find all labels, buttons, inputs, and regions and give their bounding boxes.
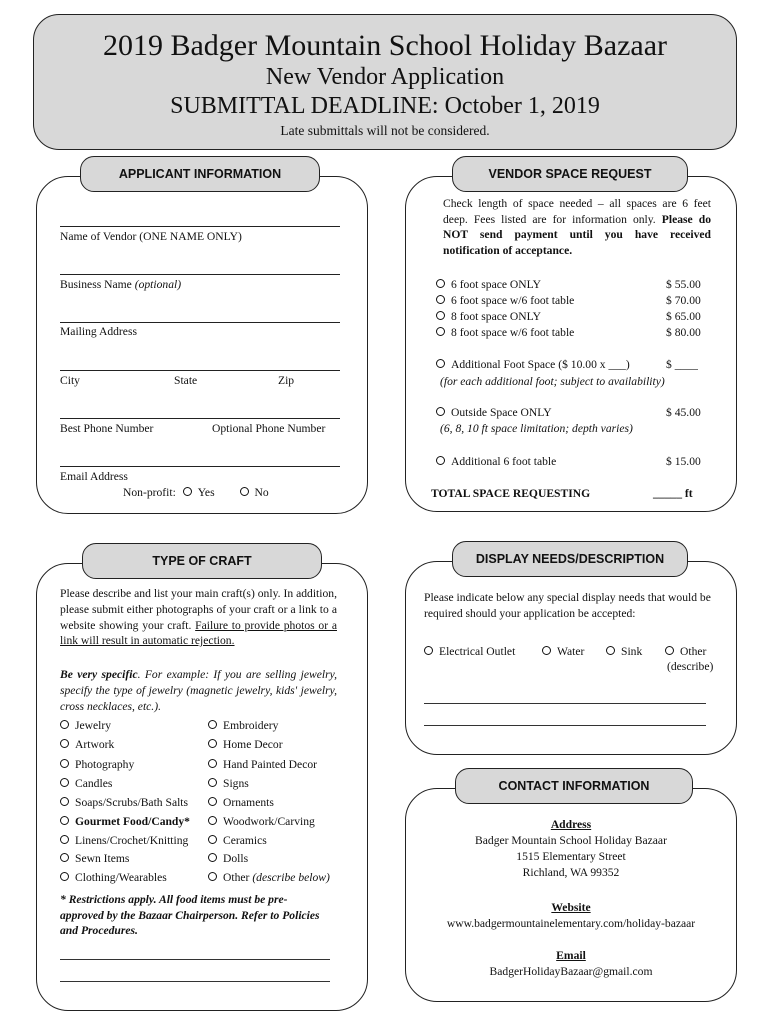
radio-circle-icon[interactable] [436, 311, 445, 320]
total-space-value[interactable]: _____ ft [653, 487, 693, 500]
craft-describe-line[interactable] [60, 959, 330, 960]
craft-option-label: Sewn Items [75, 852, 130, 865]
space-option-row[interactable] [436, 277, 541, 293]
craft-intro [60, 586, 337, 649]
craft-option[interactable] [60, 737, 114, 753]
display-option-label: Water [557, 645, 585, 658]
craft-option-label: Jewelry [75, 719, 112, 732]
radio-circle-icon[interactable] [436, 407, 445, 416]
radio-circle-icon[interactable] [208, 720, 217, 729]
space-option-label: 8 foot space ONLY [451, 310, 541, 323]
radio-circle-icon[interactable] [436, 295, 445, 304]
late-note: Late submittals will not be considered. [280, 123, 490, 138]
radio-circle-icon[interactable] [542, 646, 551, 655]
craft-option-label: Ceramics [223, 834, 267, 847]
radio-circle-icon[interactable] [208, 778, 217, 787]
additional-foot-note: (for each additional foot; subject to availability) [440, 375, 665, 388]
display-option[interactable] [424, 644, 515, 660]
nonprofit-yes-label: Yes [197, 486, 215, 499]
radio-circle-icon[interactable] [208, 853, 217, 862]
craft-option[interactable] [60, 776, 112, 792]
display-option[interactable] [665, 644, 706, 660]
craft-option-label: Embroidery [223, 719, 279, 732]
craft-option-label: Gourmet Food/Candy* [75, 815, 190, 828]
craft-rejection-warning: Failure to provide photos or a link will result in automatic rejection. [60, 618, 337, 648]
outside-space-price: $ 45.00 [666, 406, 701, 419]
city-state-zip-line[interactable] [60, 370, 340, 371]
radio-circle-icon[interactable] [436, 456, 445, 465]
craft-option-label: Woodwork/Carving [223, 815, 315, 828]
total-space-label: TOTAL SPACE REQUESTING [431, 487, 591, 500]
display-option[interactable] [542, 644, 584, 660]
page-title: 2019 Badger Mountain School Holiday Bazaar [102, 29, 668, 62]
craft-describe-line[interactable] [60, 981, 330, 982]
radio-circle-icon[interactable] [208, 739, 217, 748]
craft-option-label: Ornaments [223, 796, 274, 809]
nonprofit-row [123, 485, 269, 501]
craft-option[interactable] [60, 757, 134, 773]
website-link[interactable]: www.badgermountainelementary.com/holiday-bazaar [446, 917, 696, 930]
display-describe-line[interactable] [424, 725, 706, 726]
address-line: Badger Mountain School Holiday Bazaar [475, 834, 667, 847]
page-subtitle: New Vendor Application [265, 64, 505, 90]
craft-option[interactable] [60, 851, 129, 867]
display-option-label: Other [680, 645, 707, 658]
radio-circle-icon[interactable] [183, 487, 192, 496]
craft-option-label: Other [223, 871, 250, 884]
craft-option[interactable] [60, 718, 111, 734]
state-label: State [174, 374, 198, 387]
mailing-address-line[interactable] [60, 322, 340, 323]
radio-circle-icon[interactable] [208, 816, 217, 825]
radio-circle-icon[interactable] [424, 646, 433, 655]
outside-space-note: (6, 8, 10 ft space limitation; depth varies) [440, 422, 633, 435]
space-option-label: 8 foot space w/6 foot table [451, 326, 575, 339]
craft-other-note: (describe below) [252, 871, 330, 884]
craft-option[interactable] [208, 870, 330, 886]
submittal-deadline: SUBMITTAL DEADLINE: October 1, 2019 [170, 93, 600, 119]
display-intro: Please indicate below any special display needs that would be required should your application be accepted: [424, 591, 711, 620]
craft-option-label: Hand Painted Decor [223, 758, 318, 771]
business-name-label [60, 277, 181, 293]
craft-option[interactable] [208, 851, 248, 867]
radio-circle-icon[interactable] [60, 797, 69, 806]
craft-option-label: Soaps/Scrubs/Bath Salts [75, 796, 189, 809]
zip-label: Zip [278, 374, 295, 387]
email-label: Email Address [60, 470, 128, 483]
address-heading: Address [550, 818, 592, 831]
radio-circle-icon[interactable] [436, 279, 445, 288]
nonprofit-yes[interactable] [183, 486, 215, 499]
radio-circle-icon[interactable] [208, 759, 217, 768]
space-option-label: 6 foot space ONLY [451, 278, 541, 291]
display-option-label: Electrical Outlet [439, 645, 516, 658]
craft-option-label: Home Decor [223, 738, 283, 751]
space-option-row[interactable] [436, 325, 574, 341]
craft-option-label: Clothing/Wearables [75, 871, 167, 884]
space-option-row[interactable] [436, 293, 574, 309]
radio-circle-icon[interactable] [208, 797, 217, 806]
radio-circle-icon[interactable] [436, 327, 445, 336]
craft-option[interactable] [208, 776, 249, 792]
craft-option[interactable] [208, 718, 278, 734]
additional-foot-row[interactable] [436, 357, 630, 373]
outside-space-row[interactable] [436, 405, 552, 421]
craft-option[interactable] [60, 795, 188, 811]
business-name-text: Business Name [60, 278, 132, 291]
space-option-price: $ 70.00 [666, 294, 701, 307]
radio-circle-icon[interactable] [60, 778, 69, 787]
address-line: 1515 Elementary Street [516, 850, 626, 863]
vendor-name-line[interactable] [60, 226, 340, 227]
craft-option-label: Linens/Crochet/Knitting [75, 834, 189, 847]
radio-circle-icon[interactable] [208, 835, 217, 844]
additional-foot-label: Additional Foot Space ($ 10.00 x ___) [451, 358, 630, 371]
email-link[interactable]: BadgerHolidayBazaar@gmail.com [489, 965, 653, 978]
additional-table-price: $ 15.00 [666, 455, 701, 468]
nonprofit-no-label: No [254, 486, 269, 499]
display-option[interactable] [606, 644, 642, 660]
display-other-note: (describe) [667, 660, 714, 673]
radio-circle-icon[interactable] [60, 720, 69, 729]
address-line: Richland, WA 99352 [522, 866, 620, 879]
vendor-space-heading: VENDOR SPACE REQUEST [452, 156, 688, 192]
mailing-address-label: Mailing Address [60, 325, 137, 338]
radio-circle-icon[interactable] [60, 872, 69, 881]
space-option-price: $ 80.00 [666, 326, 701, 339]
outside-space-label: Outside Space ONLY [451, 406, 552, 419]
craft-option[interactable] [60, 814, 190, 830]
email-line[interactable] [60, 466, 340, 467]
radio-circle-icon[interactable] [436, 359, 445, 368]
business-name-optional: (optional) [134, 278, 182, 291]
radio-circle-icon[interactable] [60, 759, 69, 768]
additional-table-label: Additional 6 foot table [451, 455, 557, 468]
craft-option-label: Signs [223, 777, 249, 790]
space-option-price: $ 55.00 [666, 278, 701, 291]
radio-circle-icon[interactable] [665, 646, 674, 655]
craft-option[interactable] [208, 757, 317, 773]
craft-option-label: Dolls [223, 852, 249, 865]
header-banner [33, 14, 737, 150]
radio-circle-icon[interactable] [606, 646, 615, 655]
vendor-space-intro-bold: Please do NOT send payment until you have received notification of acceptance. [443, 212, 712, 257]
vendor-space-intro [443, 196, 711, 258]
city-label: City [60, 374, 80, 387]
craft-specific [60, 667, 337, 714]
craft-option-label: Photography [75, 758, 135, 771]
craft-intro-text: Please describe and list your main craft(s) only. In addition, please submit either photographs of your craft or a link to a website showing your craft. [60, 587, 337, 632]
display-heading: DISPLAY NEEDS/DESCRIPTION [452, 541, 688, 577]
space-option-price: $ 65.00 [666, 310, 701, 323]
contact-body [405, 817, 737, 980]
radio-circle-icon[interactable] [60, 835, 69, 844]
craft-option[interactable] [208, 814, 315, 830]
nonprofit-label: Non-profit: [123, 486, 176, 499]
applicant-heading: APPLICANT INFORMATION [80, 156, 320, 192]
craft-restrictions: * Restrictions apply. All food items must be pre-approved by the Bazaar Chairperson. Refer to Policies and Procedures. [60, 893, 320, 937]
radio-circle-icon[interactable] [60, 739, 69, 748]
vendor-name-label: Name of Vendor (ONE NAME ONLY) [60, 230, 242, 243]
phone-label: Best Phone Number [60, 422, 154, 435]
craft-option[interactable] [208, 795, 274, 811]
radio-circle-icon[interactable] [60, 853, 69, 862]
craft-option[interactable] [60, 870, 167, 886]
craft-option-label: Candles [75, 777, 113, 790]
additional-foot-price: $ ____ [666, 358, 698, 371]
business-name-line[interactable] [60, 274, 340, 275]
craft-option[interactable] [208, 737, 283, 753]
craft-specific-example: . For example: If you are selling jewelry, specify the type of jewelry (magnetic jewelry, kids' jewelry, cross necklaces, etc.). [60, 668, 337, 713]
craft-option[interactable] [60, 833, 188, 849]
craft-specific-bold: Be very specific [60, 668, 138, 681]
craft-option-label: Artwork [75, 738, 115, 751]
email-heading: Email [556, 949, 586, 962]
phone-line[interactable] [60, 418, 340, 419]
radio-circle-icon[interactable] [240, 487, 249, 496]
craft-option[interactable] [208, 833, 267, 849]
radio-circle-icon[interactable] [60, 816, 69, 825]
display-option-label: Sink [621, 645, 643, 658]
website-heading: Website [551, 901, 591, 914]
nonprofit-no[interactable] [240, 486, 269, 499]
vendor-space-intro-text: Check length of space needed – all spaces are 6 feet deep. Fees listed are for information only. [443, 197, 711, 226]
display-describe-line[interactable] [424, 703, 706, 704]
additional-table-row[interactable] [436, 454, 556, 470]
space-option-label: 6 foot space w/6 foot table [451, 294, 575, 307]
radio-circle-icon[interactable] [208, 872, 217, 881]
craft-heading: TYPE OF CRAFT [82, 543, 322, 579]
optional-phone-label: Optional Phone Number [212, 422, 326, 435]
space-option-row[interactable] [436, 309, 541, 325]
contact-heading: CONTACT INFORMATION [455, 768, 693, 804]
